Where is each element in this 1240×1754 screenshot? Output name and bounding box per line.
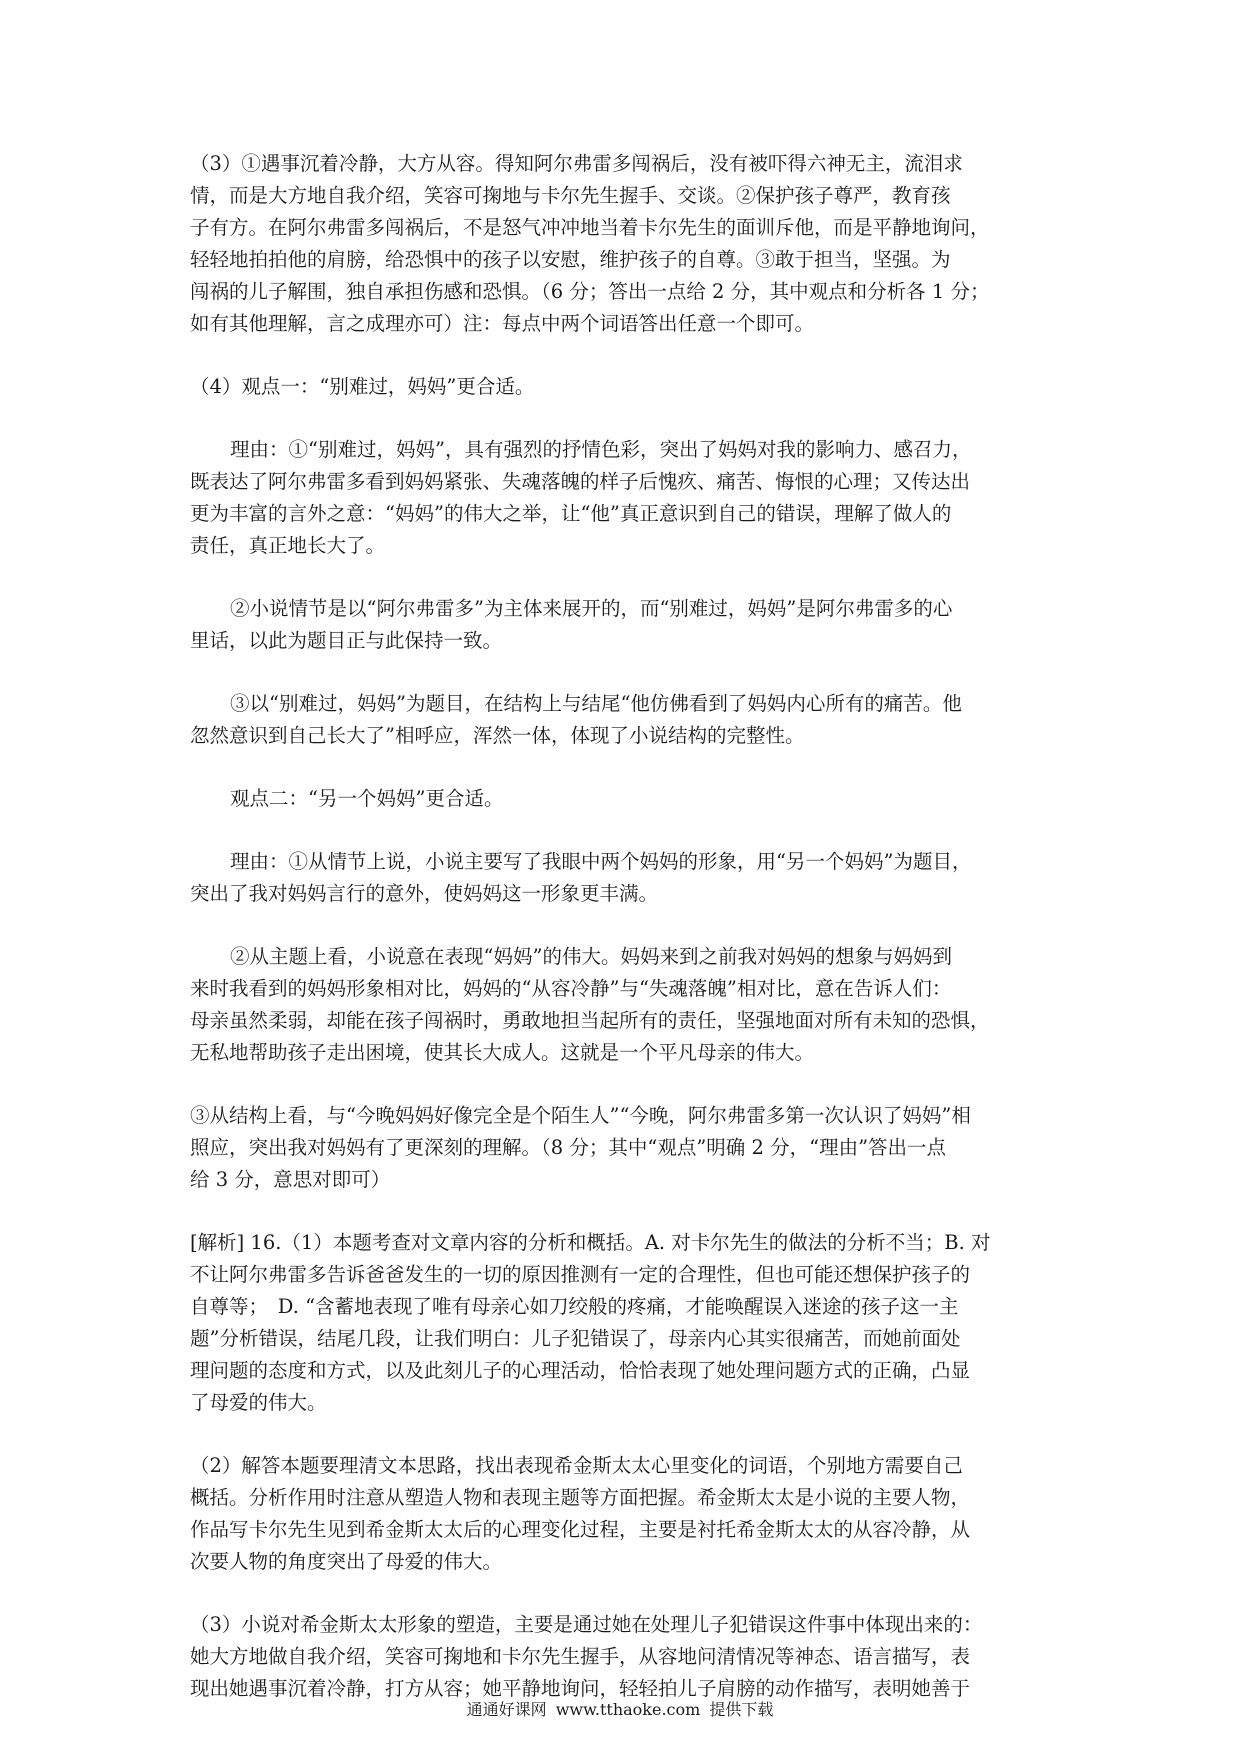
paragraph-viewpoint-2-reason-2 <box>190 941 1060 1069</box>
paragraph-viewpoint-2-reason-3 <box>190 1100 1060 1196</box>
text-line: 照应，突出我对妈妈有了更深刻的理解。（8 分；其中“观点”明确 2 分，“理由”答出一点 <box>190 1136 947 1159</box>
footer-suffix: 提供下载 <box>709 1700 774 1719</box>
text-line: 自尊等； D. “含蓄地表现了唯有母亲心如刀绞般的疼痛，才能唤醒误入迷途的孩子这一主 <box>190 1295 959 1318</box>
text-line: 既表达了阿尔弗雷多看到妈妈紧张、失魂落魄的样子后愧疚、痛苦、悔恨的心理；又传达出 <box>190 470 971 493</box>
text-line: 闯祸的儿子解围，独自承担伤感和恐惧。（6 分；答出一点给 2 分，其中观点和分析各 1 分； <box>190 280 990 303</box>
text-line: 理由：①“别难过，妈妈”，具有强烈的抒情色彩，突出了妈妈对我的影响力、感召力， <box>230 438 972 461</box>
text-line: 理由：①从情节上说，小说主要写了我眼中两个妈妈的形象，用“另一个妈妈”为题目， <box>230 850 972 873</box>
text-line: 如有其他理解，言之成理亦可）注：每点中两个词语答出任意一个即可。 <box>190 312 815 335</box>
text-line: 给 3 分，意思对即可） <box>190 1168 391 1191</box>
paragraph-reason-1 <box>190 434 1060 562</box>
text-line: 次要人物的角度突出了母爱的伟大。 <box>190 1550 503 1573</box>
text-line: 里话，以此为题目正与此保持一致。 <box>190 629 503 652</box>
text-line: 突出了我对妈妈言行的意外，使妈妈这一形象更丰满。 <box>190 882 659 905</box>
paragraph-analysis-3 <box>190 1609 1060 1705</box>
paragraph-reason-3 <box>190 688 1060 752</box>
paragraph-answer-4-viewpoint-1 <box>190 371 1060 403</box>
document-body <box>190 148 1060 1736</box>
text-line: 题”分析错误，结尾几段，让我们明白：儿子犯错误了，母亲内心其实很痛苦，而她前面处 <box>190 1327 961 1350</box>
text-line: ③以“别难过，妈妈”为题目，在结构上与结尾“他仿佛看到了妈妈内心所有的痛苦。他 <box>230 692 962 715</box>
paragraph-viewpoint-2 <box>190 783 1060 815</box>
text-line: 作品写卡尔先生见到希金斯太太后的心理变化过程，主要是衬托希金斯太太的从容冷静，从 <box>190 1518 971 1541</box>
text-line: 概括。分析作用时注意从塑造人物和表现主题等方面把握。希金斯太太是小说的主要人物， <box>190 1486 971 1509</box>
text-line: 轻轻地拍拍他的肩膀，给恐惧中的孩子以安慰，维护孩子的自尊。③敢于担当，坚强。为 <box>190 248 951 271</box>
text-line: （4）观点一：“别难过，妈妈”更合适。 <box>190 375 535 398</box>
text-line: 无私地帮助孩子走出困境，使其长大成人。这就是一个平凡母亲的伟大。 <box>190 1041 815 1064</box>
text-line: 情，而是大方地自我介绍，笑容可掬地与卡尔先生握手、交谈。②保护孩子尊严，教育孩 <box>190 184 951 207</box>
text-line: 来时我看到的妈妈形象相对比，妈妈的“从容冷静”与“失魂落魄”相对比，意在告诉人们： <box>190 977 952 1000</box>
text-line: 更为丰富的言外之意：“妈妈”的伟大之举，让“他”真正意识到自己的错误，理解了做人的 <box>190 502 952 525</box>
text-line: ②小说情节是以“阿尔弗雷多”为主体来展开的，而“别难过，妈妈”是阿尔弗雷多的心 <box>230 597 953 620</box>
paragraph-answer-3 <box>190 148 1060 340</box>
paragraph-reason-2 <box>190 593 1060 657</box>
page-footer <box>0 1700 1240 1720</box>
text-line: 子有方。在阿尔弗雷多闯祸后，不是怒气冲冲地当着卡尔先生的面训斥他，而是平静地询问， <box>190 216 990 239</box>
text-line: ②从主题上看，小说意在表现“妈妈”的伟大。妈妈来到之前我对妈妈的想象与妈妈到 <box>230 945 952 968</box>
paragraph-analysis-2 <box>190 1450 1060 1578</box>
paragraph-viewpoint-2-reason-1 <box>190 846 1060 910</box>
text-line: 观点二：“另一个妈妈”更合适。 <box>230 787 504 810</box>
text-line: （2）解答本题要理清文本思路，找出表现希金斯太太心里变化的词语，个别地方需要自己 <box>190 1454 963 1477</box>
text-line: 了母爱的伟大。 <box>190 1391 327 1414</box>
text-line: （3）①遇事沉着冷静，大方从容。得知阿尔弗雷多闯祸后，没有被吓得六神无主，流泪求 <box>190 152 963 175</box>
text-line: 忽然意识到自己长大了”相呼应，浑然一体，体现了小说结构的完整性。 <box>190 724 805 747</box>
footer-site-name: 通通好课网 <box>466 1700 547 1719</box>
footer-url[interactable]: www.tthaoke.com <box>555 1700 701 1719</box>
text-line: 责任，真正地长大了。 <box>190 534 386 557</box>
text-line: [解析] 16.（1）本题考查对文章内容的分析和概括。A. 对卡尔先生的做法的分析不当；B. 对 <box>190 1231 991 1254</box>
text-line: 现出她遇事沉着冷静，打方从容；她平静地询问，轻轻拍儿子肩膀的动作描写，表明她善于 <box>190 1677 971 1700</box>
paragraph-analysis-16-1 <box>190 1227 1060 1419</box>
text-line: （3）小说对希金斯太太形象的塑造，主要是通过她在处理儿子犯错误这件事中体现出来的： <box>190 1613 983 1636</box>
text-line: 母亲虽然柔弱，却能在孩子闯祸时，勇敢地担当起所有的责任，坚强地面对所有未知的恐惧， <box>190 1009 990 1032</box>
text-line: 不让阿尔弗雷多告诉爸爸发生的一切的原因推测有一定的合理性，但也可能还想保护孩子的 <box>190 1263 971 1286</box>
text-line: 理问题的态度和方式，以及此刻儿子的心理活动，恰恰表现了她处理问题方式的正确，凸显 <box>190 1359 971 1382</box>
text-line: ③从结构上看，与“今晚妈妈好像完全是个陌生人”“今晚，阿尔弗雷多第一次认识了妈妈”相 <box>190 1104 971 1127</box>
text-line: 她大方地做自我介绍，笑容可掬地和卡尔先生握手，从容地问清情况等神态、语言描写，表 <box>190 1645 971 1668</box>
